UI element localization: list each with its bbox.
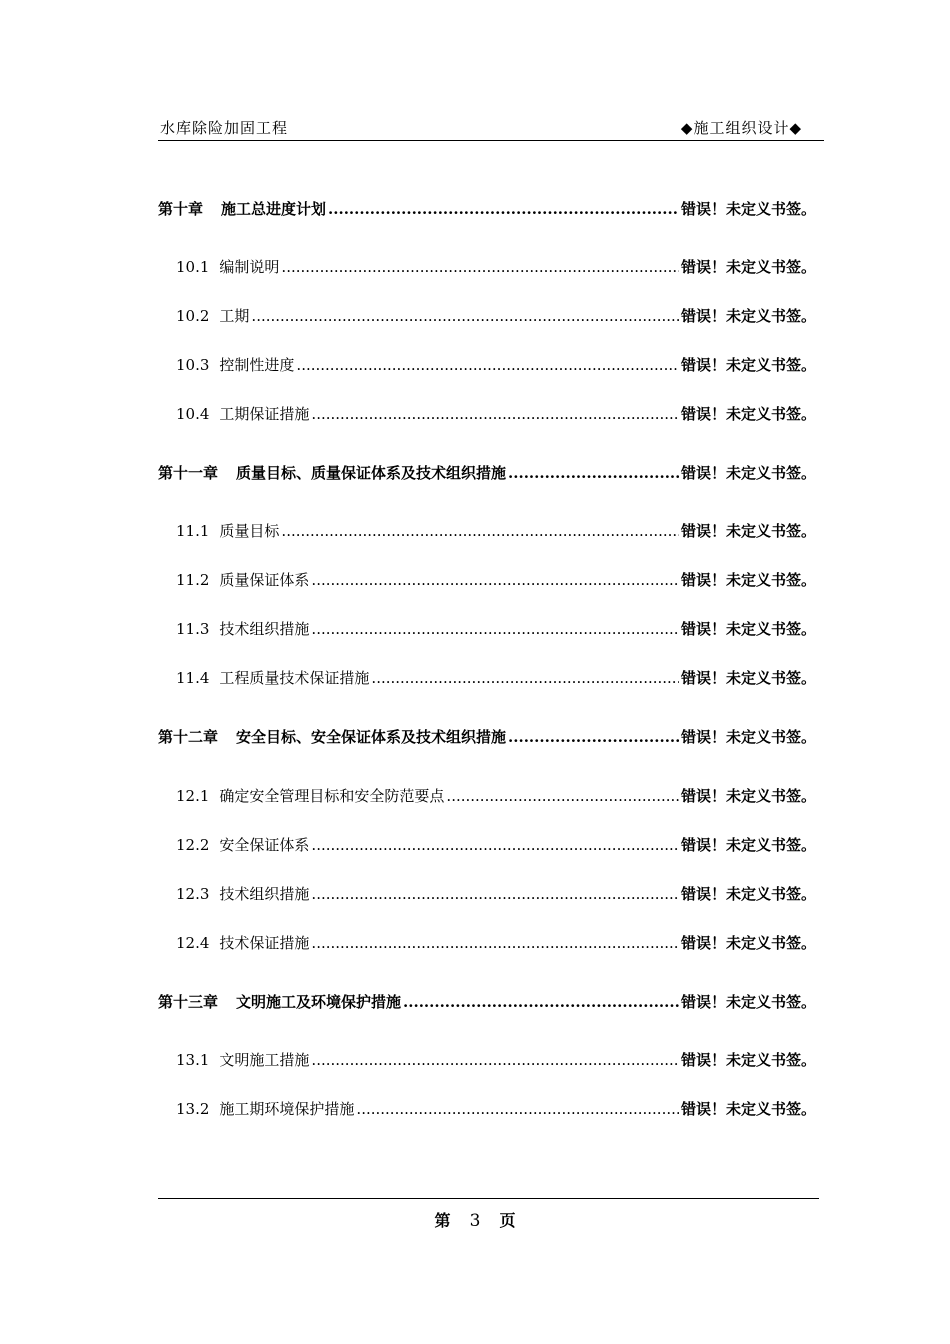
toc-entry-page-ref: 错误！未定义书签。 [680,522,816,540]
toc-dot-leader [311,405,679,423]
toc-section-row[interactable] [176,520,816,541]
toc-section-row[interactable] [176,256,816,277]
toc-dot-leader [371,669,679,687]
toc-dot-leader [311,1051,679,1069]
toc-entry-title: 工期 [219,307,250,325]
toc-section-row[interactable] [176,883,816,904]
toc-entry-number: 11.3 [176,620,210,638]
toc-entry-page-ref: 错误！未定义书签。 [680,1100,816,1118]
toc-entry-title: 文明施工及环境保护措施 [236,993,402,1011]
toc-entry-title: 安全目标、安全保证体系及技术组织措施 [236,728,507,746]
toc-dot-leader [311,836,679,854]
toc-chapter-row[interactable] [158,462,816,483]
toc-section-row[interactable] [176,305,816,326]
toc-entry-number: 第十二章 [158,728,219,746]
page-footer [0,1208,950,1231]
toc-entry-number: 12.2 [176,836,210,854]
footer-page-number: 3 [469,1211,481,1231]
toc-entry-page-ref: 错误！未定义书签。 [680,307,816,325]
toc-entry-page-ref: 错误！未定义书签。 [680,1051,816,1069]
toc-section-row[interactable] [176,1049,816,1070]
toc-dot-leader [311,571,679,589]
toc-entry-page-ref: 错误！未定义书签。 [680,571,816,589]
toc-dot-leader [328,200,679,218]
toc-entry-page-ref: 错误！未定义书签。 [680,836,816,854]
toc-section-row[interactable] [176,932,816,953]
footer-suffix: 页 [499,1211,516,1230]
toc-entry-title: 控制性进度 [219,356,295,374]
toc-dot-leader [296,356,679,374]
toc-entry-number: 12.4 [176,934,210,952]
toc-entry-page-ref: 错误！未定义书签。 [680,934,816,952]
toc-entry-number: 13.2 [176,1100,210,1118]
toc-chapter-row[interactable] [158,991,816,1012]
toc-dot-leader [311,934,679,952]
toc-entry-page-ref: 错误！未定义书签。 [680,258,816,276]
toc-entry-page-ref: 错误！未定义书签。 [680,669,816,687]
toc-section-row[interactable] [176,667,816,688]
toc-dot-leader [508,728,679,746]
toc-entry-number: 11.1 [176,522,210,540]
toc-entry-number: 第十三章 [158,993,219,1011]
toc-dot-leader [281,522,679,540]
toc-entry-number: 11.4 [176,669,210,687]
toc-entry-page-ref: 错误！未定义书签。 [680,464,816,482]
toc-dot-leader [311,620,679,638]
toc-dot-leader [446,787,679,805]
toc-entry-title: 确定安全管理目标和安全防范要点 [219,787,445,805]
toc-entry-number: 第十章 [158,200,204,218]
toc-entry-title: 技术组织措施 [219,885,310,903]
toc-entry-number: 10.3 [176,356,210,374]
toc-entry-title: 工期保证措施 [219,405,310,423]
footer-divider [158,1198,819,1199]
toc-dot-leader [251,307,679,325]
toc-dot-leader [508,464,679,482]
toc-entry-title: 质量保证体系 [219,571,310,589]
toc-entry-page-ref: 错误！未定义书签。 [680,356,816,374]
page-header [158,112,824,141]
toc-section-row[interactable] [176,618,816,639]
toc-entry-title: 编制说明 [219,258,280,276]
toc-dot-leader [281,258,679,276]
toc-section-row[interactable] [176,785,816,806]
toc-entry-page-ref: 错误！未定义书签。 [680,620,816,638]
footer-prefix: 第 [434,1211,451,1230]
toc-entry-title: 技术组织措施 [219,620,310,638]
toc-chapter-row[interactable] [158,726,816,747]
header-right-title: ◆施工组织设计◆ [680,119,802,137]
toc-entry-title: 施工期环境保护措施 [219,1100,355,1118]
toc-entry-page-ref: 错误！未定义书签。 [680,200,816,218]
toc-entry-title: 工程质量技术保证措施 [219,669,370,687]
toc-entry-title: 施工总进度计划 [221,200,327,218]
toc-section-row[interactable] [176,569,816,590]
toc-entry-number: 10.2 [176,307,210,325]
toc-section-row[interactable] [176,354,816,375]
toc-entry-number: 11.2 [176,571,210,589]
toc-entry-page-ref: 错误！未定义书签。 [680,993,816,1011]
toc-entry-title: 质量目标 [219,522,280,540]
toc-section-row[interactable] [176,834,816,855]
toc-dot-leader [403,993,679,1011]
toc-entry-number: 12.3 [176,885,210,903]
toc-dot-leader [356,1100,679,1118]
toc-section-row[interactable] [176,1098,816,1119]
toc-dot-leader [311,885,679,903]
toc-entry-page-ref: 错误！未定义书签。 [680,787,816,805]
toc-section-row[interactable] [176,403,816,424]
header-left-title: 水库除险加固工程 [160,119,289,137]
toc-entry-number: 13.1 [176,1051,210,1069]
toc-entry-number: 10.1 [176,258,210,276]
toc-entry-title: 质量目标、质量保证体系及技术组织措施 [236,464,507,482]
toc-chapter-row[interactable] [158,198,816,219]
toc-entry-page-ref: 错误！未定义书签。 [680,885,816,903]
toc-entry-page-ref: 错误！未定义书签。 [680,405,816,423]
toc-entry-title: 安全保证体系 [219,836,310,854]
toc-entry-number: 12.1 [176,787,210,805]
toc-entry-page-ref: 错误！未定义书签。 [680,728,816,746]
toc-entry-title: 技术保证措施 [219,934,310,952]
toc-entry-number: 10.4 [176,405,210,423]
toc-entry-number: 第十一章 [158,464,219,482]
toc-entry-title: 文明施工措施 [219,1051,310,1069]
